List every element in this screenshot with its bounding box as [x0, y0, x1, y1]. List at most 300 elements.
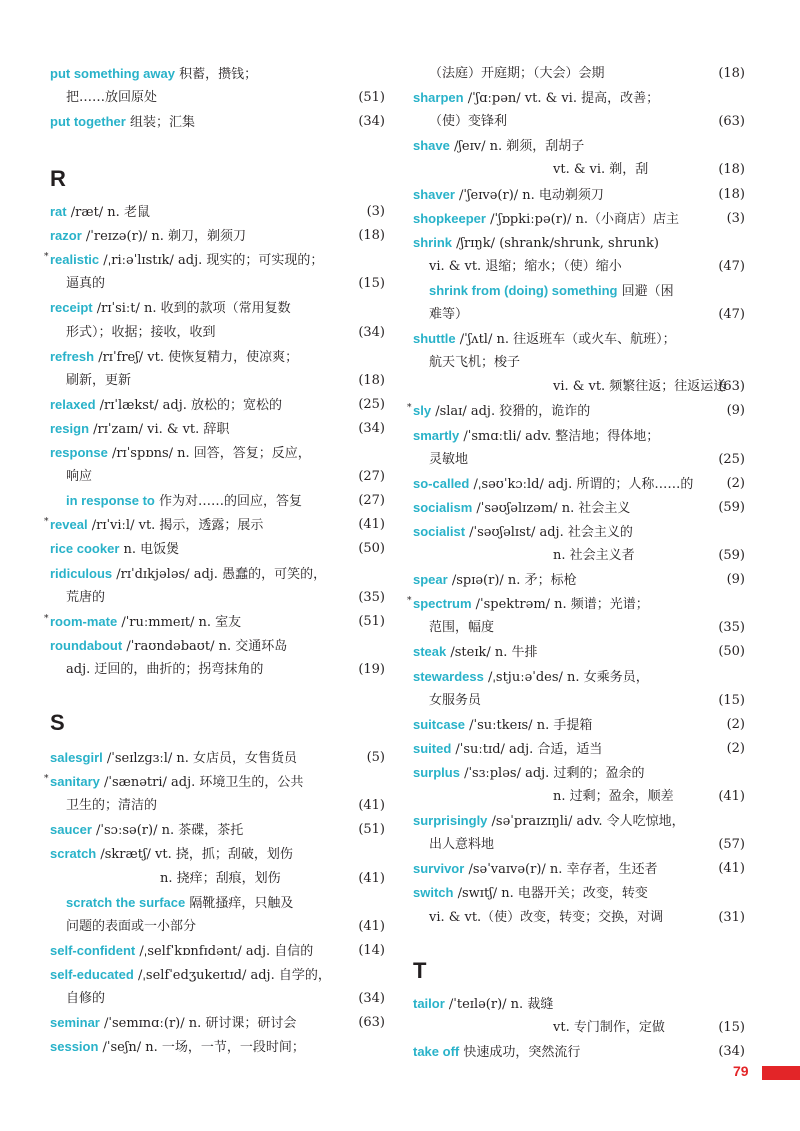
- definition: /ˈʃɒpkiːpə(r)/ n.（小商店）店主: [485, 211, 680, 227]
- entry-line: [50, 537, 385, 561]
- definition: /ʃrɪŋk/ (shrank/shrunk, shrunk): [452, 235, 659, 251]
- definition: 刷新，更新: [66, 372, 132, 388]
- unit-reference: (15): [358, 276, 385, 292]
- unit-reference: (18): [358, 372, 385, 388]
- definition: 隔靴搔痒，只触及: [185, 895, 294, 911]
- entry-continuation: [413, 110, 745, 134]
- letter-heading-r: R: [50, 166, 66, 191]
- unit-reference: (51): [358, 822, 385, 838]
- headword: put together: [50, 114, 126, 129]
- definition: /ˌstjuːəˈdes/ n. 女乘务员，: [483, 669, 649, 685]
- definition: 问题的表面或一小部分: [66, 918, 197, 934]
- new-word-marker: *: [44, 517, 49, 528]
- entry-continuation: [413, 785, 745, 809]
- unit-reference: (18): [718, 162, 745, 178]
- entry-continuation: [413, 448, 745, 472]
- entry-text: [429, 906, 663, 930]
- entry-text: [413, 592, 649, 617]
- entry-text: [413, 424, 659, 449]
- entry-line: [50, 634, 385, 658]
- entry-line: [50, 296, 385, 320]
- entry-continuation: [413, 544, 745, 568]
- headword: self-confident: [50, 942, 136, 958]
- entry-text: [50, 345, 298, 370]
- entry-text: [50, 963, 331, 988]
- definition: vi. & vt. 频繁往返；往返运送: [553, 379, 727, 395]
- entry-line: [50, 746, 385, 770]
- entry-text: [429, 255, 622, 279]
- entry-continuation: [413, 906, 745, 930]
- headword: put something away: [50, 66, 175, 81]
- entry-line: [413, 665, 745, 689]
- definition: 逼真的: [66, 276, 106, 292]
- entry-text: [429, 616, 494, 640]
- entry-text: [66, 465, 92, 489]
- headword: reveal: [50, 517, 88, 533]
- headword: session: [50, 1039, 99, 1055]
- definition: 卫生的；清洁的: [66, 798, 158, 814]
- entry-line: [413, 231, 745, 255]
- definition: /rɪˈdɪkjələs/ adj. 愚蠢的，可笑的，: [112, 566, 327, 582]
- definition: /rɪˈsiːt/ n. 收到的款项（常用复数: [92, 301, 291, 317]
- definition: /ˈsɜːpləs/ adj. 过剩的；盈余的: [459, 765, 645, 781]
- entry-text: [66, 586, 105, 610]
- definition: /ˈsuːtkeɪs/ n. 手提箱: [465, 717, 593, 733]
- definition: 范围，幅度: [429, 620, 495, 636]
- entry-text: [413, 809, 685, 834]
- definition: n. 挠痒；刮痕，划伤: [160, 870, 281, 886]
- headword: salesgirl: [50, 750, 103, 765]
- entry-text: [50, 537, 179, 562]
- unit-reference: (27): [358, 493, 385, 509]
- entry-continuation: [413, 255, 745, 279]
- entry-text: [429, 351, 520, 375]
- definition: /ˈseʃn/ n. 一场，一节，一段时间；: [98, 1040, 305, 1056]
- unit-reference: (15): [718, 1020, 745, 1036]
- definition: vt. & vi. 剃，刮: [553, 162, 649, 178]
- definition: /ˈruːmmeɪt/ n. 室友: [117, 614, 242, 630]
- definition: /steɪk/ n. 牛排: [446, 645, 538, 661]
- entry-text: [50, 770, 303, 795]
- definition: /ˈspektrəm/ n. 频谱；光谱；: [471, 597, 649, 613]
- headword: refresh: [50, 348, 95, 364]
- entry-text: [429, 448, 468, 472]
- entry-text: [429, 303, 468, 327]
- unit-reference: (63): [718, 114, 745, 130]
- headword: roundabout: [50, 637, 123, 653]
- definition: /rɪˈzaɪn/ vi. & vt. 辞职: [89, 421, 230, 437]
- definition: 形式）；收据；接收，收到: [66, 324, 216, 340]
- entry-line: [44, 513, 385, 537]
- unit-reference: (34): [358, 991, 385, 1006]
- entry-line: [413, 183, 745, 207]
- entry-line: [50, 441, 385, 465]
- entry-line: [44, 610, 385, 634]
- definition: /rɪˈspɒns/ n. 回答，答复；反应，: [107, 446, 311, 461]
- entry-line: [50, 200, 385, 224]
- phrase-headword: scratch the surface: [66, 894, 186, 910]
- definition: n. 过剩；盈余，顺差: [553, 789, 674, 804]
- headword: suitcase: [413, 716, 466, 732]
- unit-reference: (15): [718, 692, 745, 708]
- unit-reference: (35): [358, 589, 385, 605]
- new-word-marker: *: [407, 596, 412, 607]
- unit-reference: (18): [358, 228, 385, 244]
- headword: stewardess: [413, 668, 484, 684]
- entry-text: [50, 200, 150, 225]
- definition: adj. 迂回的，曲折的；拐弯抹角的: [66, 661, 264, 677]
- headword: ridiculous: [50, 565, 113, 581]
- definition: n. 社会主义者: [553, 548, 635, 563]
- entry-line: [50, 963, 385, 987]
- unit-reference: (41): [718, 789, 745, 804]
- entry-text: [66, 369, 131, 393]
- headword: relaxed: [50, 396, 96, 412]
- unit-reference: (51): [358, 613, 385, 629]
- entry-line: [413, 857, 745, 881]
- entry-line: [50, 489, 385, 513]
- entry-continuation: [50, 586, 385, 610]
- entry-line: [413, 761, 745, 785]
- entry-text: [413, 327, 676, 352]
- definition: 作为对……的回应，答复: [154, 494, 302, 510]
- entry-text: [50, 441, 311, 466]
- entry-line: [413, 279, 745, 303]
- entry-text: [413, 737, 602, 762]
- entry-text: [160, 867, 281, 891]
- definition: /swɪtʃ/ n. 电器开关；改变，转变: [453, 886, 648, 902]
- entry-line: [50, 842, 385, 866]
- definition: /ˈʃeɪvə(r)/ n. 电动剃须刀: [454, 187, 604, 203]
- definition: 出人意料地: [429, 837, 495, 853]
- unit-reference: (47): [718, 258, 745, 274]
- unit-reference: (18): [718, 66, 745, 81]
- definition: /ˈsəʊʃəlɪst/ adj. 社会主义的: [465, 524, 633, 540]
- unit-reference: (3): [726, 210, 745, 226]
- entry-continuation: [413, 303, 745, 327]
- definition: /ˈʃɑːpən/ vt. & vi. 提高，改善；: [463, 91, 660, 107]
- entry-text: [66, 915, 196, 939]
- unit-reference: (34): [358, 420, 385, 436]
- definition: 灵敏地: [429, 451, 469, 467]
- entry-continuation: [413, 62, 745, 86]
- unit-reference: (25): [718, 451, 745, 467]
- unit-reference: (9): [726, 572, 745, 588]
- headword: room-mate: [50, 613, 118, 629]
- headword: shaver: [413, 186, 455, 202]
- entry-text: [66, 86, 157, 110]
- definition: 航天飞机；梭子: [429, 355, 521, 371]
- headword: response: [50, 445, 108, 460]
- headword: sly: [413, 403, 432, 419]
- entry-text: [66, 321, 216, 345]
- definition: /ʃeɪv/ n. 剃须，刮胡子: [449, 139, 585, 155]
- definition: /ˈsɔːsə(r)/ n. 茶碟，茶托: [91, 823, 244, 839]
- entry-line: [50, 1011, 385, 1035]
- entry-continuation: [413, 158, 745, 182]
- headword: self-educated: [50, 966, 134, 982]
- entry-text: [50, 610, 241, 635]
- entry-text: [413, 496, 630, 521]
- headword: steak: [413, 644, 447, 660]
- definition: /ˈreɪzə(r)/ n. 剃刀，剃须刀: [81, 229, 246, 245]
- unit-reference: (47): [718, 307, 745, 322]
- headword: surprisingly: [413, 813, 488, 829]
- definition: /ˈsemɪnɑː(r)/ n. 研讨课；研讨会: [99, 1016, 297, 1032]
- unit-reference: (57): [718, 837, 745, 853]
- entry-text: [50, 417, 229, 442]
- entry-text: [413, 183, 604, 208]
- definition: n. 电饭煲: [119, 542, 180, 558]
- definition: （使）变锋利: [429, 114, 508, 130]
- definition: /rɪˈlækst/ adj. 放松的；宽松的: [95, 397, 283, 413]
- entry-continuation: [413, 689, 745, 713]
- unit-reference: (35): [718, 620, 745, 636]
- entry-text: [50, 224, 246, 249]
- letter-heading-s: S: [50, 710, 65, 735]
- entry-continuation: [50, 867, 385, 891]
- entry-text: [429, 689, 481, 713]
- entry-text: [66, 489, 302, 514]
- definition: /ˈsəʊʃəlɪzəm/ n. 社会主义: [472, 500, 631, 516]
- entry-text: [413, 231, 659, 256]
- definition: /səˈpraɪzɪŋli/ adv. 令人吃惊地，: [487, 814, 685, 830]
- unit-reference: (51): [358, 90, 385, 105]
- headword: tailor: [413, 996, 445, 1011]
- unit-reference: (27): [358, 469, 385, 485]
- headword: spectrum: [413, 596, 472, 612]
- entry-text: [66, 272, 105, 296]
- entry-line: [50, 417, 385, 441]
- headword: shopkeeper: [413, 210, 486, 226]
- headword: socialism: [413, 499, 473, 515]
- unit-reference: (2): [726, 740, 745, 756]
- definition: vt. 专门制作，定做: [553, 1020, 665, 1036]
- entry-line: [413, 86, 745, 110]
- entry-continuation: [50, 658, 385, 682]
- definition: 响应: [66, 469, 93, 485]
- entry-line: [44, 248, 385, 272]
- entry-line: [413, 881, 745, 905]
- headword: receipt: [50, 300, 93, 316]
- entry-line: [413, 472, 745, 496]
- headword: socialist: [413, 523, 466, 539]
- entry-text: [553, 1016, 665, 1040]
- entry-continuation: [50, 794, 385, 818]
- entry-text: [50, 296, 291, 321]
- entry-continuation: [50, 369, 385, 393]
- entry-text: [429, 62, 605, 86]
- entry-text: [66, 987, 105, 1011]
- entry-line: [50, 224, 385, 248]
- definition: 回避（困: [617, 283, 674, 299]
- entry-text: [413, 207, 679, 232]
- page-number: 79: [733, 1063, 749, 1079]
- entry-line: [44, 770, 385, 794]
- entry-line: [413, 713, 745, 737]
- entry-text: [553, 544, 635, 568]
- entry-text: [429, 110, 507, 134]
- entry-text: [429, 279, 674, 304]
- definition: /ˈteɪlə(r)/ n. 裁缝: [444, 997, 554, 1012]
- headword: suited: [413, 740, 452, 756]
- headword: razor: [50, 228, 82, 244]
- entry-text: [50, 842, 293, 867]
- entry-line: [50, 62, 385, 86]
- headword: spear: [413, 572, 448, 588]
- entry-line: [413, 520, 745, 544]
- unit-reference: (2): [726, 475, 745, 491]
- entry-text: [66, 891, 293, 916]
- headword: seminar: [50, 1015, 100, 1031]
- entry-text: [413, 520, 633, 545]
- new-word-marker: *: [44, 774, 49, 785]
- definition: /rɪˈviːl/ vt. 揭示，透露；展示: [87, 518, 264, 534]
- entry-line: [407, 592, 745, 616]
- entry-line: [413, 496, 745, 520]
- definition: /ˌselfˈkɒnfɪdənt/ adj. 自信的: [135, 943, 314, 959]
- headword: shrink: [413, 234, 453, 250]
- unit-reference: (41): [718, 861, 745, 877]
- entry-line: [413, 640, 745, 664]
- entry-text: [50, 939, 313, 964]
- entry-text: [553, 785, 674, 809]
- entry-text: [50, 562, 326, 587]
- entry-text: [413, 713, 592, 738]
- entry-text: [50, 110, 195, 135]
- entry-text: [50, 62, 257, 87]
- entry-line: [407, 399, 745, 423]
- entry-text: [413, 134, 584, 159]
- unit-reference: (34): [358, 324, 385, 340]
- new-word-marker: *: [44, 252, 49, 263]
- unit-reference: (63): [718, 379, 745, 395]
- definition: /spɪə(r)/ n. 矛；标枪: [447, 573, 577, 589]
- entry-text: [413, 472, 693, 497]
- entry-line: [413, 1040, 745, 1064]
- headword: survivor: [413, 861, 465, 877]
- headword: scratch: [50, 846, 97, 862]
- unit-reference: (59): [718, 548, 745, 563]
- definition: /slaɪ/ adj. 狡猾的，诡诈的: [431, 404, 591, 420]
- entry-line: [413, 424, 745, 448]
- entry-text: [50, 393, 282, 418]
- headword: switch: [413, 885, 454, 901]
- entry-line: [50, 891, 385, 915]
- entry-text: [66, 658, 263, 682]
- definition: /ˈraʊndəbaʊt/ n. 交通环岛: [122, 638, 288, 654]
- headword: resign: [50, 420, 90, 436]
- footer-bar: [762, 1066, 800, 1080]
- entry-line: [413, 737, 745, 761]
- definition: /ˈsuːtɪd/ adj. 合适，适当: [451, 741, 603, 757]
- unit-reference: (25): [358, 396, 385, 412]
- unit-reference: (63): [358, 1015, 385, 1031]
- unit-reference: (14): [358, 942, 385, 958]
- unit-reference: (59): [718, 499, 745, 515]
- definition: vi. & vt.（使）改变，转变；交换，对调: [429, 909, 664, 925]
- definition: /səˈvaɪvə(r)/ n. 幸存者，生还者: [464, 862, 658, 878]
- unit-reference: (5): [366, 750, 385, 765]
- entry-text: [50, 1011, 296, 1036]
- entry-line: [50, 110, 385, 134]
- entry-text: [50, 818, 243, 843]
- entry-line: [413, 568, 745, 592]
- definition: 快速成功，突然流行: [459, 1045, 581, 1061]
- entry-text: [50, 1035, 305, 1060]
- definition: 组装；汇集: [125, 115, 195, 130]
- entry-text: [413, 665, 649, 690]
- definition: /ˌriːəˈlɪstɪk/ adj. 现实的；可实现的；: [99, 253, 324, 269]
- definition: （法庭）开庭期；（大会）会期: [429, 66, 605, 81]
- entry-line: [413, 207, 745, 231]
- entry-line: [50, 1035, 385, 1059]
- headword: sanitary: [50, 774, 100, 790]
- entry-continuation: [50, 86, 385, 110]
- entry-line: [413, 809, 745, 833]
- headword: take off: [413, 1044, 460, 1060]
- entry-text: [553, 375, 726, 399]
- definition: /rɪˈfreʃ/ vt. 使恢复精力，使凉爽；: [94, 349, 299, 365]
- entry-text: [50, 248, 323, 273]
- headword: shave: [413, 138, 450, 154]
- entry-continuation: [50, 987, 385, 1011]
- unit-reference: (3): [366, 204, 385, 219]
- headword: realistic: [50, 252, 100, 268]
- definition: 难等）: [429, 307, 469, 322]
- unit-reference: (2): [726, 716, 745, 732]
- entry-line: [50, 345, 385, 369]
- entry-text: [413, 881, 648, 906]
- entry-line: [50, 939, 385, 963]
- unit-reference: (50): [358, 541, 385, 557]
- definition: 女服务员: [429, 692, 482, 708]
- headword: so-called: [413, 475, 470, 491]
- unit-reference: (41): [358, 918, 385, 934]
- entry-text: [429, 833, 494, 857]
- headword: saucer: [50, 822, 92, 838]
- entry-continuation: [413, 375, 745, 399]
- unit-reference: (41): [358, 870, 385, 886]
- unit-reference: (19): [358, 661, 385, 677]
- entry-line: [50, 562, 385, 586]
- entry-continuation: [50, 915, 385, 939]
- unit-reference: (31): [718, 909, 745, 925]
- entry-line: [50, 818, 385, 842]
- unit-reference: (50): [718, 644, 745, 660]
- entry-continuation: [413, 1016, 745, 1040]
- entry-continuation: [413, 833, 745, 857]
- entry-continuation: [413, 616, 745, 640]
- headword: sharpen: [413, 90, 464, 106]
- headword: rat: [50, 204, 67, 219]
- unit-reference: (9): [726, 403, 745, 419]
- new-word-marker: *: [44, 613, 49, 624]
- entry-continuation: [50, 321, 385, 345]
- unit-reference: (34): [718, 1044, 745, 1060]
- entry-text: [413, 1040, 580, 1065]
- definition: /ˈsmɑːtli/ adv. 整洁地；得体地；: [459, 428, 660, 444]
- entry-line: [413, 327, 745, 351]
- definition: /ræt/ n. 老鼠: [66, 205, 150, 220]
- definition: vi. & vt. 退缩；缩水；（使）缩小: [429, 258, 622, 274]
- definition: /ˌsəʊˈkɔːld/ adj. 所谓的；人称……的: [469, 476, 694, 492]
- definition: /ˈʃʌtl/ n. 往返班车（或火车、航班）；: [455, 332, 676, 348]
- entry-line: [413, 134, 745, 158]
- letter-heading-t: T: [413, 958, 427, 983]
- entry-continuation: [50, 465, 385, 489]
- entry-text: [413, 761, 644, 786]
